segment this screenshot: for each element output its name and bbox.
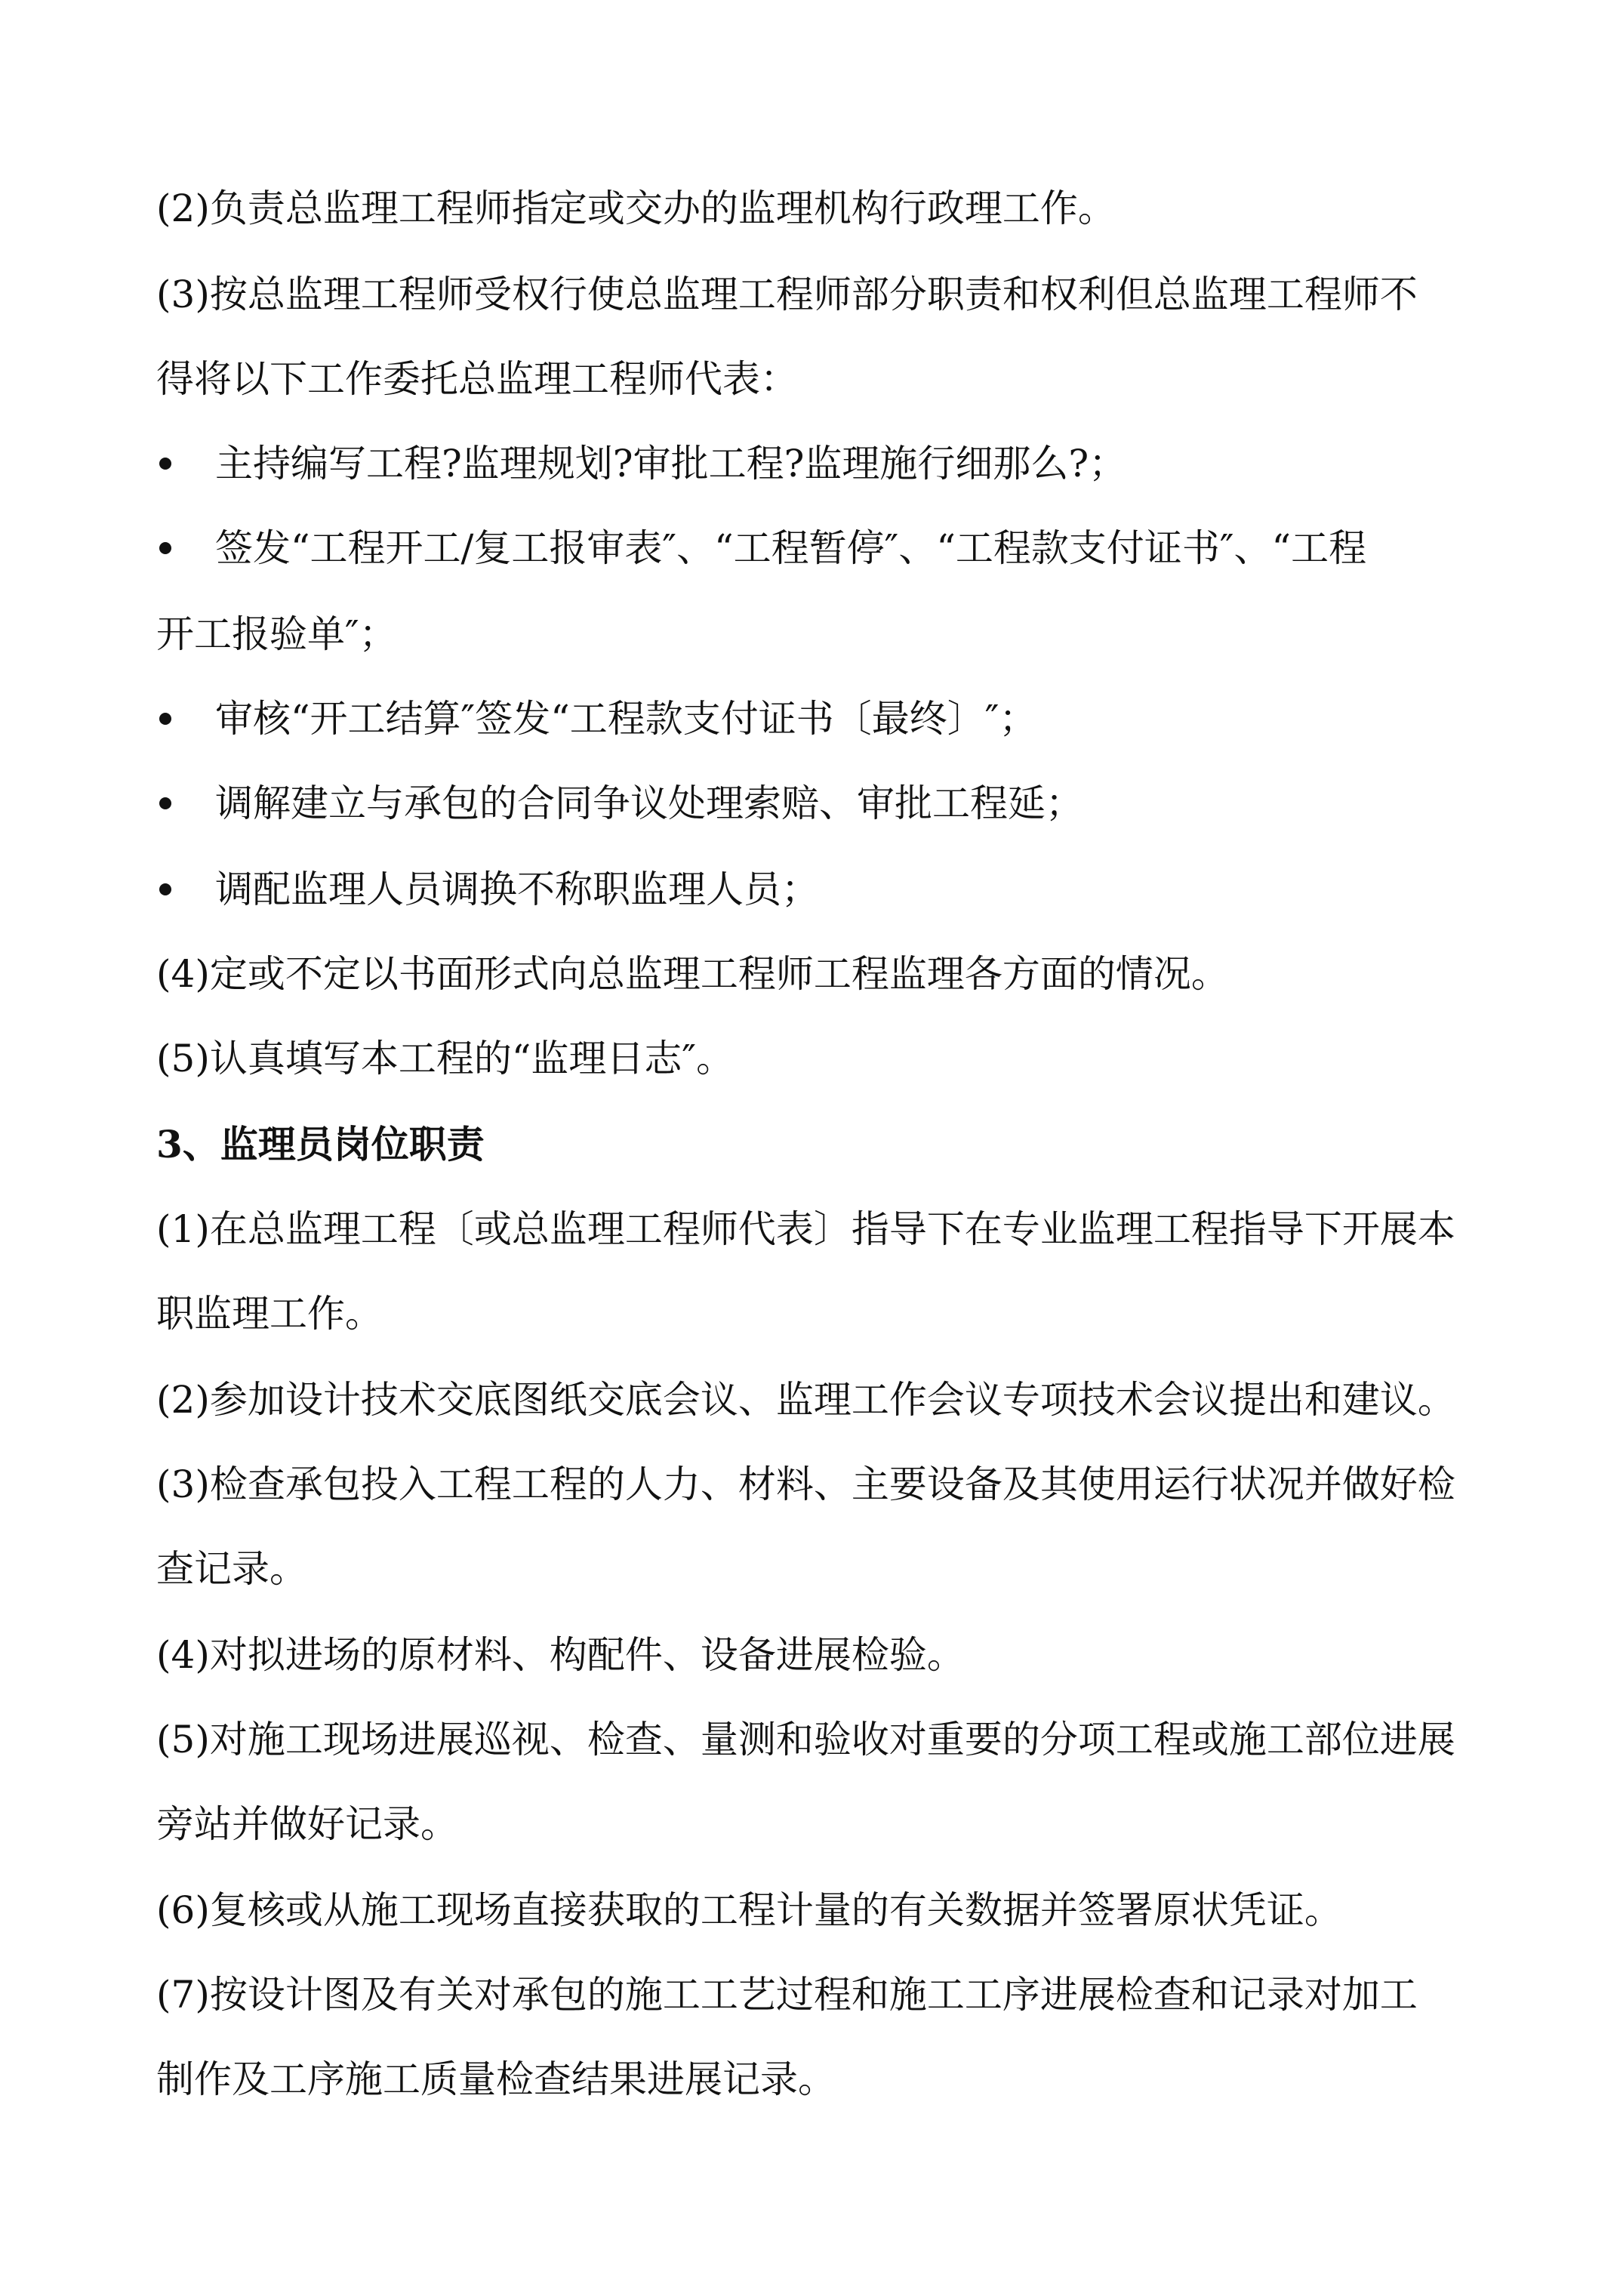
section-heading: 3、监理员岗位职责 — [156, 1122, 485, 1166]
paragraph-line: 得将以下工作委托总监理工程师代表： — [156, 357, 798, 401]
bullet-text: 调解建立与承包的合同争议处理索赔、审批工程延； — [215, 781, 1083, 825]
paragraph-line: (3)按总监理工程师受权行使总监理工程师部分职责和权利但总监理工程师不 — [156, 273, 1418, 316]
paragraph-line: (1)在总监理工程〔或总监理工程师代表〕指导下在专业监理工程指导下开展本 — [156, 1207, 1455, 1251]
paragraph-line: (4)定或不定以书面形式向总监理工程师工程监理各方面的情况。 — [156, 952, 1229, 996]
paragraph-line: (2)参加设计技术交底图纸交底会议、监理工作会议专项技术会议提出和建议。 — [156, 1378, 1455, 1422]
bullet-item — [156, 525, 1366, 571]
paragraph-line: 开工报验单″； — [156, 612, 397, 656]
bullet-icon — [159, 458, 171, 470]
bullet-text: 调配监理人员调换不称职监理人员； — [215, 868, 819, 911]
bullet-icon — [159, 713, 171, 725]
paragraph-line: (4)对拟进场的原材料、构配件、设备进展检验。 — [156, 1633, 965, 1677]
paragraph-line: (7)按设计图及有关对承包的施工工艺过程和施工工序进展检查和记录对加工 — [156, 1973, 1418, 2017]
bullet-text: 签发“工程开工/复工报审表″、“工程暂停″、“工程款支付证书″、“工程 — [215, 526, 1367, 570]
paragraph-line: (2)负责总监理工程师指定或交办的监理机构行政理工作。 — [156, 186, 1116, 230]
bullet-item — [156, 696, 1036, 741]
bullet-text: 主持编写工程?监理规划?审批工程?监理施行细那么?； — [215, 442, 1127, 485]
bullet-item — [156, 441, 1126, 486]
paragraph-line: 查记录。 — [156, 1547, 307, 1591]
paragraph-line: (5)对施工现场进展巡视、检查、量测和验收对重要的分项工程或施工部位进展 — [156, 1718, 1455, 1761]
paragraph-line: 旁站并做好记录。 — [156, 1802, 458, 1846]
paragraph-line: (6)复核或从施工现场直接获取的工程计量的有关数据并签署原状凭证。 — [156, 1888, 1342, 1932]
bullet-icon — [159, 883, 171, 895]
bullet-icon — [159, 542, 171, 554]
paragraph-line: (3)检查承包投入工程工程的人力、材料、主要设备及其使用运行状况并做好检 — [156, 1462, 1455, 1506]
bullet-icon — [159, 797, 171, 809]
paragraph-line: 制作及工序施工质量检查结果进展记录。 — [156, 2057, 836, 2101]
bullet-text: 审核“开工结算″签发“工程款支付证书〔最终〕″； — [215, 697, 1037, 741]
bullet-item — [156, 867, 819, 912]
paragraph-line: (5)认真填写本工程的“监理日志″。 — [156, 1037, 735, 1080]
paragraph-line: 职监理工作。 — [156, 1292, 383, 1336]
bullet-item — [156, 781, 1083, 826]
